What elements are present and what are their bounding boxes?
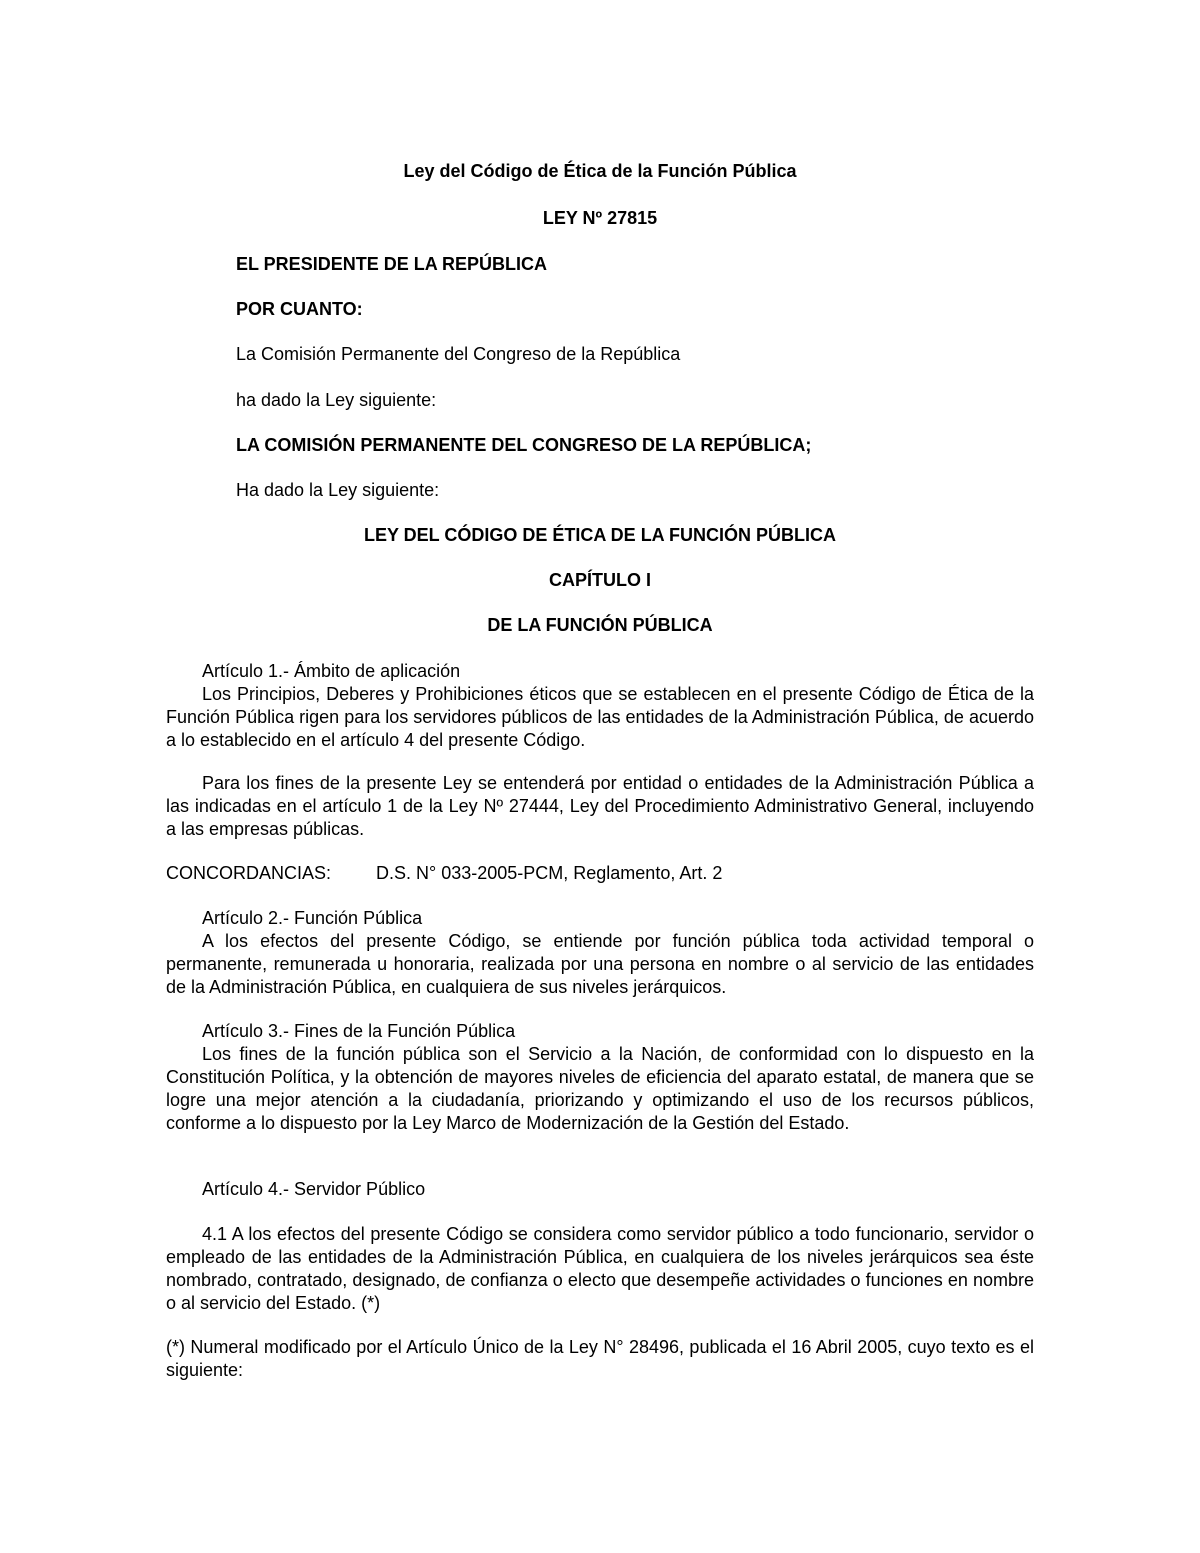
por-cuanto-heading: POR CUANTO: — [236, 299, 363, 319]
article-4-heading: Artículo 4.- Servidor Público — [202, 1179, 426, 1199]
chapter-title: DE LA FUNCIÓN PÚBLICA — [487, 615, 713, 635]
president-heading: EL PRESIDENTE DE LA REPÚBLICA — [236, 254, 548, 274]
article-2-paragraph: A los efectos del presente Código, se entiende por función pública toda actividad temporal o permanente, remunerada u honoraria, realizada por una persona en nombre o al servicio de las entidades de la Administración Pública, en cualquiera de sus niveles jerárquicos. — [166, 931, 1034, 997]
article-4-paragraph: 4.1 A los efectos del presente Código se considera como servidor público a todo funcionario, servidor o empleado de las entidades de la Administración Pública, en cualquiera de los niveles jerárquicos sea éste nombrado, contratado, designado, de confianza o electo que desempeñe actividades o funciones en nombre o al servicio del Estado. (*) — [166, 1224, 1034, 1313]
dado-line-2: Ha dado la Ley siguiente: — [236, 480, 440, 500]
article-3-paragraph: Los fines de la función pública son el Servicio a la Nación, de conformidad con lo dispuesto en la Constitución Política, y la obtención de mayores niveles de eficiencia del aparato estatal, de manera que se logre una mejor atención a la ciudadanía, priorizando y optimizando el uso de los recursos públicos, conforme a lo dispuesto por la Ley Marco de Modernización de la Gestión del Estado. — [166, 1044, 1034, 1133]
concordancias-label: CONCORDANCIAS: — [166, 863, 332, 883]
article-2-heading: Artículo 2.- Función Pública — [202, 908, 423, 928]
article-3-heading: Artículo 3.- Fines de la Función Pública — [202, 1021, 516, 1041]
article-1-paragraph-2: Para los fines de la presente Ley se entenderá por entidad o entidades de la Administración Pública a las indicadas en el artículo 1 de la Ley Nº 27444, Ley del Procedimiento Administrativo General, incluyendo a las empresas públicas. — [166, 773, 1034, 839]
modification-note: (*) Numeral modificado por el Artículo Único de la Ley N° 28496, publicada el 16 Abril 2005, cuyo texto es el siguiente: — [166, 1337, 1034, 1380]
commission-caps-heading: LA COMISIÓN PERMANENTE DEL CONGRESO DE LA REPÚBLICA; — [236, 435, 812, 455]
article-1-heading: Artículo 1.- Ámbito de aplicación — [202, 661, 461, 681]
concordancias-value: D.S. N° 033-2005-PCM, Reglamento, Art. 2 — [376, 863, 723, 883]
chapter-heading: CAPÍTULO I — [549, 570, 651, 590]
dado-line-1: ha dado la Ley siguiente: — [236, 390, 437, 410]
law-title-caps: LEY DEL CÓDIGO DE ÉTICA DE LA FUNCIÓN PÚBLICA — [363, 525, 837, 545]
law-number: LEY Nº 27815 — [542, 208, 658, 228]
commission-line: La Comisión Permanente del Congreso de la República — [236, 344, 681, 364]
article-1-paragraph-1: Los Principios, Deberes y Prohibiciones éticos que se establecen en el presente Código de Ética de la Función Pública rigen para los servidores públicos de las entidades de la Administración Pública, de acuerdo a lo establecido en el artículo 4 del presente Código. — [166, 684, 1034, 750]
document-title: Ley del Código de Ética de la Función Pública — [403, 161, 797, 181]
